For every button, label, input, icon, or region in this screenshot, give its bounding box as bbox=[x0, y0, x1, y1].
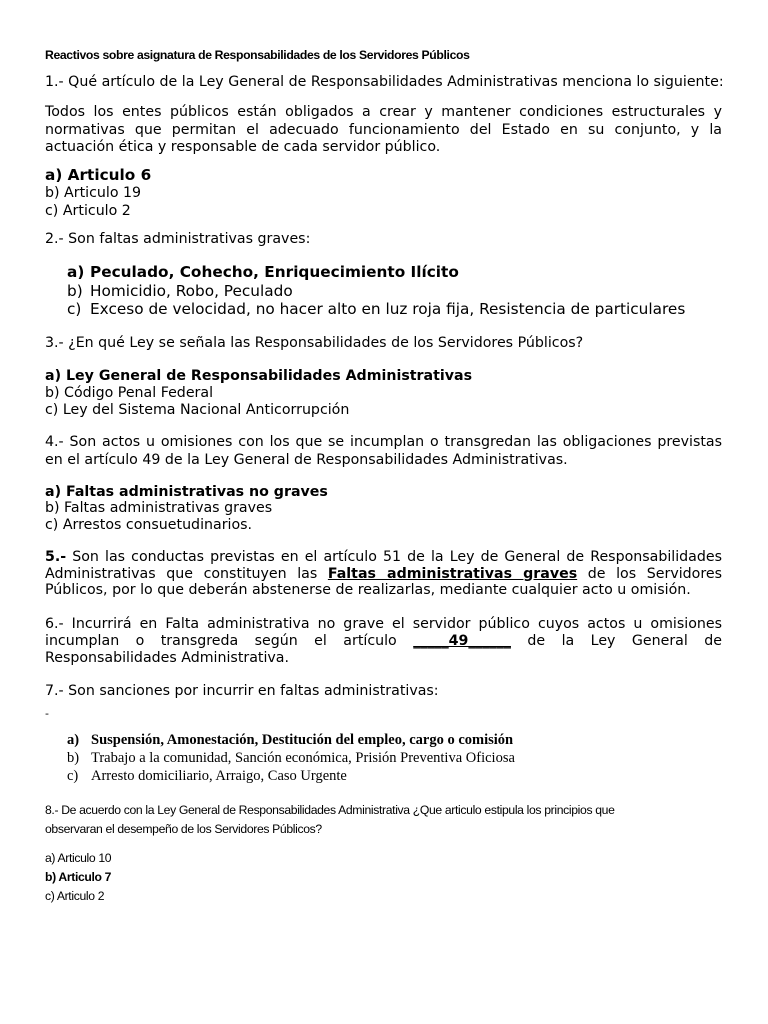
question-4: 4.- Son actos u omisiones con los que se incumplan o transgredan las obligaciones previstas en el artículo 49 de la Ley General de Responsabilidades Administrativas. bbox=[45, 434, 722, 468]
q7-option-a-text: Suspensión, Amonestación, Destitución del empleo, cargo o comisión bbox=[91, 732, 514, 748]
question-1-passage: Todos los entes públicos están obligados a crear y mantener condiciones estructurales y normativas que permitan el adecuado funcionamiento del Estado en su conjunto, y la actuación ética y responsable de cada servidor público. bbox=[45, 104, 722, 155]
q7-option-c bbox=[67, 767, 515, 785]
q1-option-b: b) Articulo 19 bbox=[45, 185, 142, 201]
q7-marker-a: a) bbox=[67, 732, 80, 748]
q6-text-after: de la Ley General de Responsabilidades Administrativa. bbox=[45, 633, 722, 666]
q7-dash: - bbox=[45, 707, 49, 720]
q2-marker-b: b) bbox=[67, 281, 83, 300]
question-1: 1.- Qué artículo de la Ley General de Responsabilidades Administrativas menciona lo siguiente: bbox=[45, 74, 724, 90]
q4-option-b: b) Faltas administrativas graves bbox=[45, 500, 273, 516]
q2-option-a-text: Peculado, Cohecho, Enriquecimiento Ilícito bbox=[90, 263, 459, 281]
q4-option-c: c) Arrestos consuetudinarios. bbox=[45, 517, 253, 533]
q5-text-after: de los Servidores Públicos, por lo que deberán abstenerse de realizarlas, mediante cualquier acto u omisión. bbox=[45, 565, 722, 598]
q7-marker-c: c) bbox=[67, 768, 79, 784]
q2-options bbox=[67, 263, 685, 319]
q5-emphasis: Faltas administrativas graves bbox=[327, 565, 578, 582]
q2-option-c-text: Exceso de velocidad, no hacer alto en luz roja fija, Resistencia de particulares bbox=[90, 300, 686, 318]
q1-option-c: c) Articulo 2 bbox=[45, 203, 131, 219]
q2-option-b-text: Homicidio, Robo, Peculado bbox=[90, 281, 293, 300]
q5-text-before: Son las conductas previstas en el artículo 51 de la Ley de General de Responsabilidades Administrativas que constituyen las bbox=[45, 549, 722, 582]
q7-option-b bbox=[67, 749, 515, 767]
q8-option-b: b) Articulo 7 bbox=[45, 870, 112, 884]
q7-options bbox=[67, 731, 515, 785]
document-title: Reactivos sobre asignatura de Responsabilidades de los Servidores Públicos bbox=[45, 48, 470, 62]
q8-option-c: c) Articulo 2 bbox=[45, 889, 105, 903]
q2-marker-a: a) bbox=[67, 263, 85, 281]
q3-option-b: b) Código Penal Federal bbox=[45, 385, 214, 401]
q7-option-c-text: Arresto domiciliario, Arraigo, Caso Urgente bbox=[91, 768, 347, 784]
question-6 bbox=[45, 616, 722, 667]
q2-option-c bbox=[67, 300, 685, 319]
q5-number: 5.- bbox=[45, 549, 67, 565]
q6-text-before: 6.- Incurrirá en Falta administrativa no grave el servidor público cuyos actos u omisiones incumplan o transgreda según el artículo bbox=[45, 616, 722, 649]
q1-option-a: a) Articulo 6 bbox=[45, 166, 152, 184]
q6-blank-answer: _____49______ bbox=[413, 633, 511, 649]
q2-option-b bbox=[67, 282, 685, 301]
q8-option-a: a) Articulo 10 bbox=[45, 851, 112, 865]
q2-option-a bbox=[67, 263, 685, 282]
q3-option-c: c) Ley del Sistema Nacional Anticorrupción bbox=[45, 402, 350, 418]
q7-option-b-text: Trabajo a la comunidad, Sanción económica, Prisión Preventiva Oficiosa bbox=[91, 750, 515, 766]
q7-marker-b: b) bbox=[67, 750, 80, 766]
question-8-line-2: observaran el desempeño de los Servidores Públicos? bbox=[45, 822, 322, 836]
question-5 bbox=[45, 549, 722, 599]
question-8-line-1: 8.- De acuerdo con la Ley General de Responsabilidades Administrativa ¿Que articulo estipula los principios que bbox=[45, 803, 615, 817]
q2-marker-c: c) bbox=[67, 300, 82, 318]
q4-option-a: a) Faltas administrativas no graves bbox=[45, 484, 328, 500]
question-3: 3.- ¿En qué Ley se señala las Responsabilidades de los Servidores Públicos? bbox=[45, 335, 584, 351]
question-2: 2.- Son faltas administrativas graves: bbox=[45, 231, 311, 247]
q7-option-a bbox=[67, 731, 515, 749]
question-7: 7.- Son sanciones por incurrir en faltas administrativas: bbox=[45, 683, 439, 699]
q3-option-a: a) Ley General de Responsabilidades Administrativas bbox=[45, 368, 473, 384]
